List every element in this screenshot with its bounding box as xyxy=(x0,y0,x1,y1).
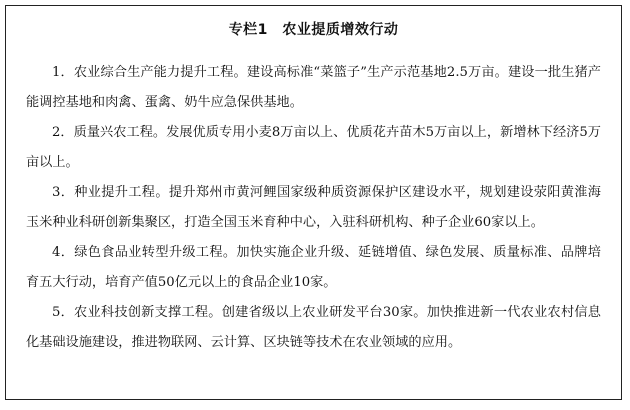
column-box xyxy=(5,5,622,400)
list-item: 3．种业提升工程。提升郑州市黄河鲤国家级种质资源保护区建设水平，规划建设荥阳黄淮海玉米种业科研创新集聚区，打造全国玉米育种中心，入驻科研机构、种子企业60家以上。 xyxy=(26,185,601,230)
list-item: 5．农业科技创新支撑工程。创建省级以上农业研发平台30家。加快推进新一代农业农村信息化基础设施建设，推进物联网、云计算、区块链等技术在农业领域的应用。 xyxy=(26,305,601,350)
column-title: 专栏1 农业提质增效行动 xyxy=(228,22,399,38)
list-item: 2．质量兴农工程。发展优质专用小麦8万亩以上、优质花卉苗木5万亩以上，新增林下经济5万亩以上。 xyxy=(26,125,601,170)
list-item: 4．绿色食品业转型升级工程。加快实施企业升级、延链增值、绿色发展、质量标准、品牌培育五大行动，培育产值50亿元以上的食品企业10家。 xyxy=(26,245,601,290)
list-item: 1．农业综合生产能力提升工程。建设高标准“菜篮子”生产示范基地2.5万亩。建设一批生猪产能调控基地和肉禽、蛋禽、奶牛应急保供基地。 xyxy=(26,65,601,110)
